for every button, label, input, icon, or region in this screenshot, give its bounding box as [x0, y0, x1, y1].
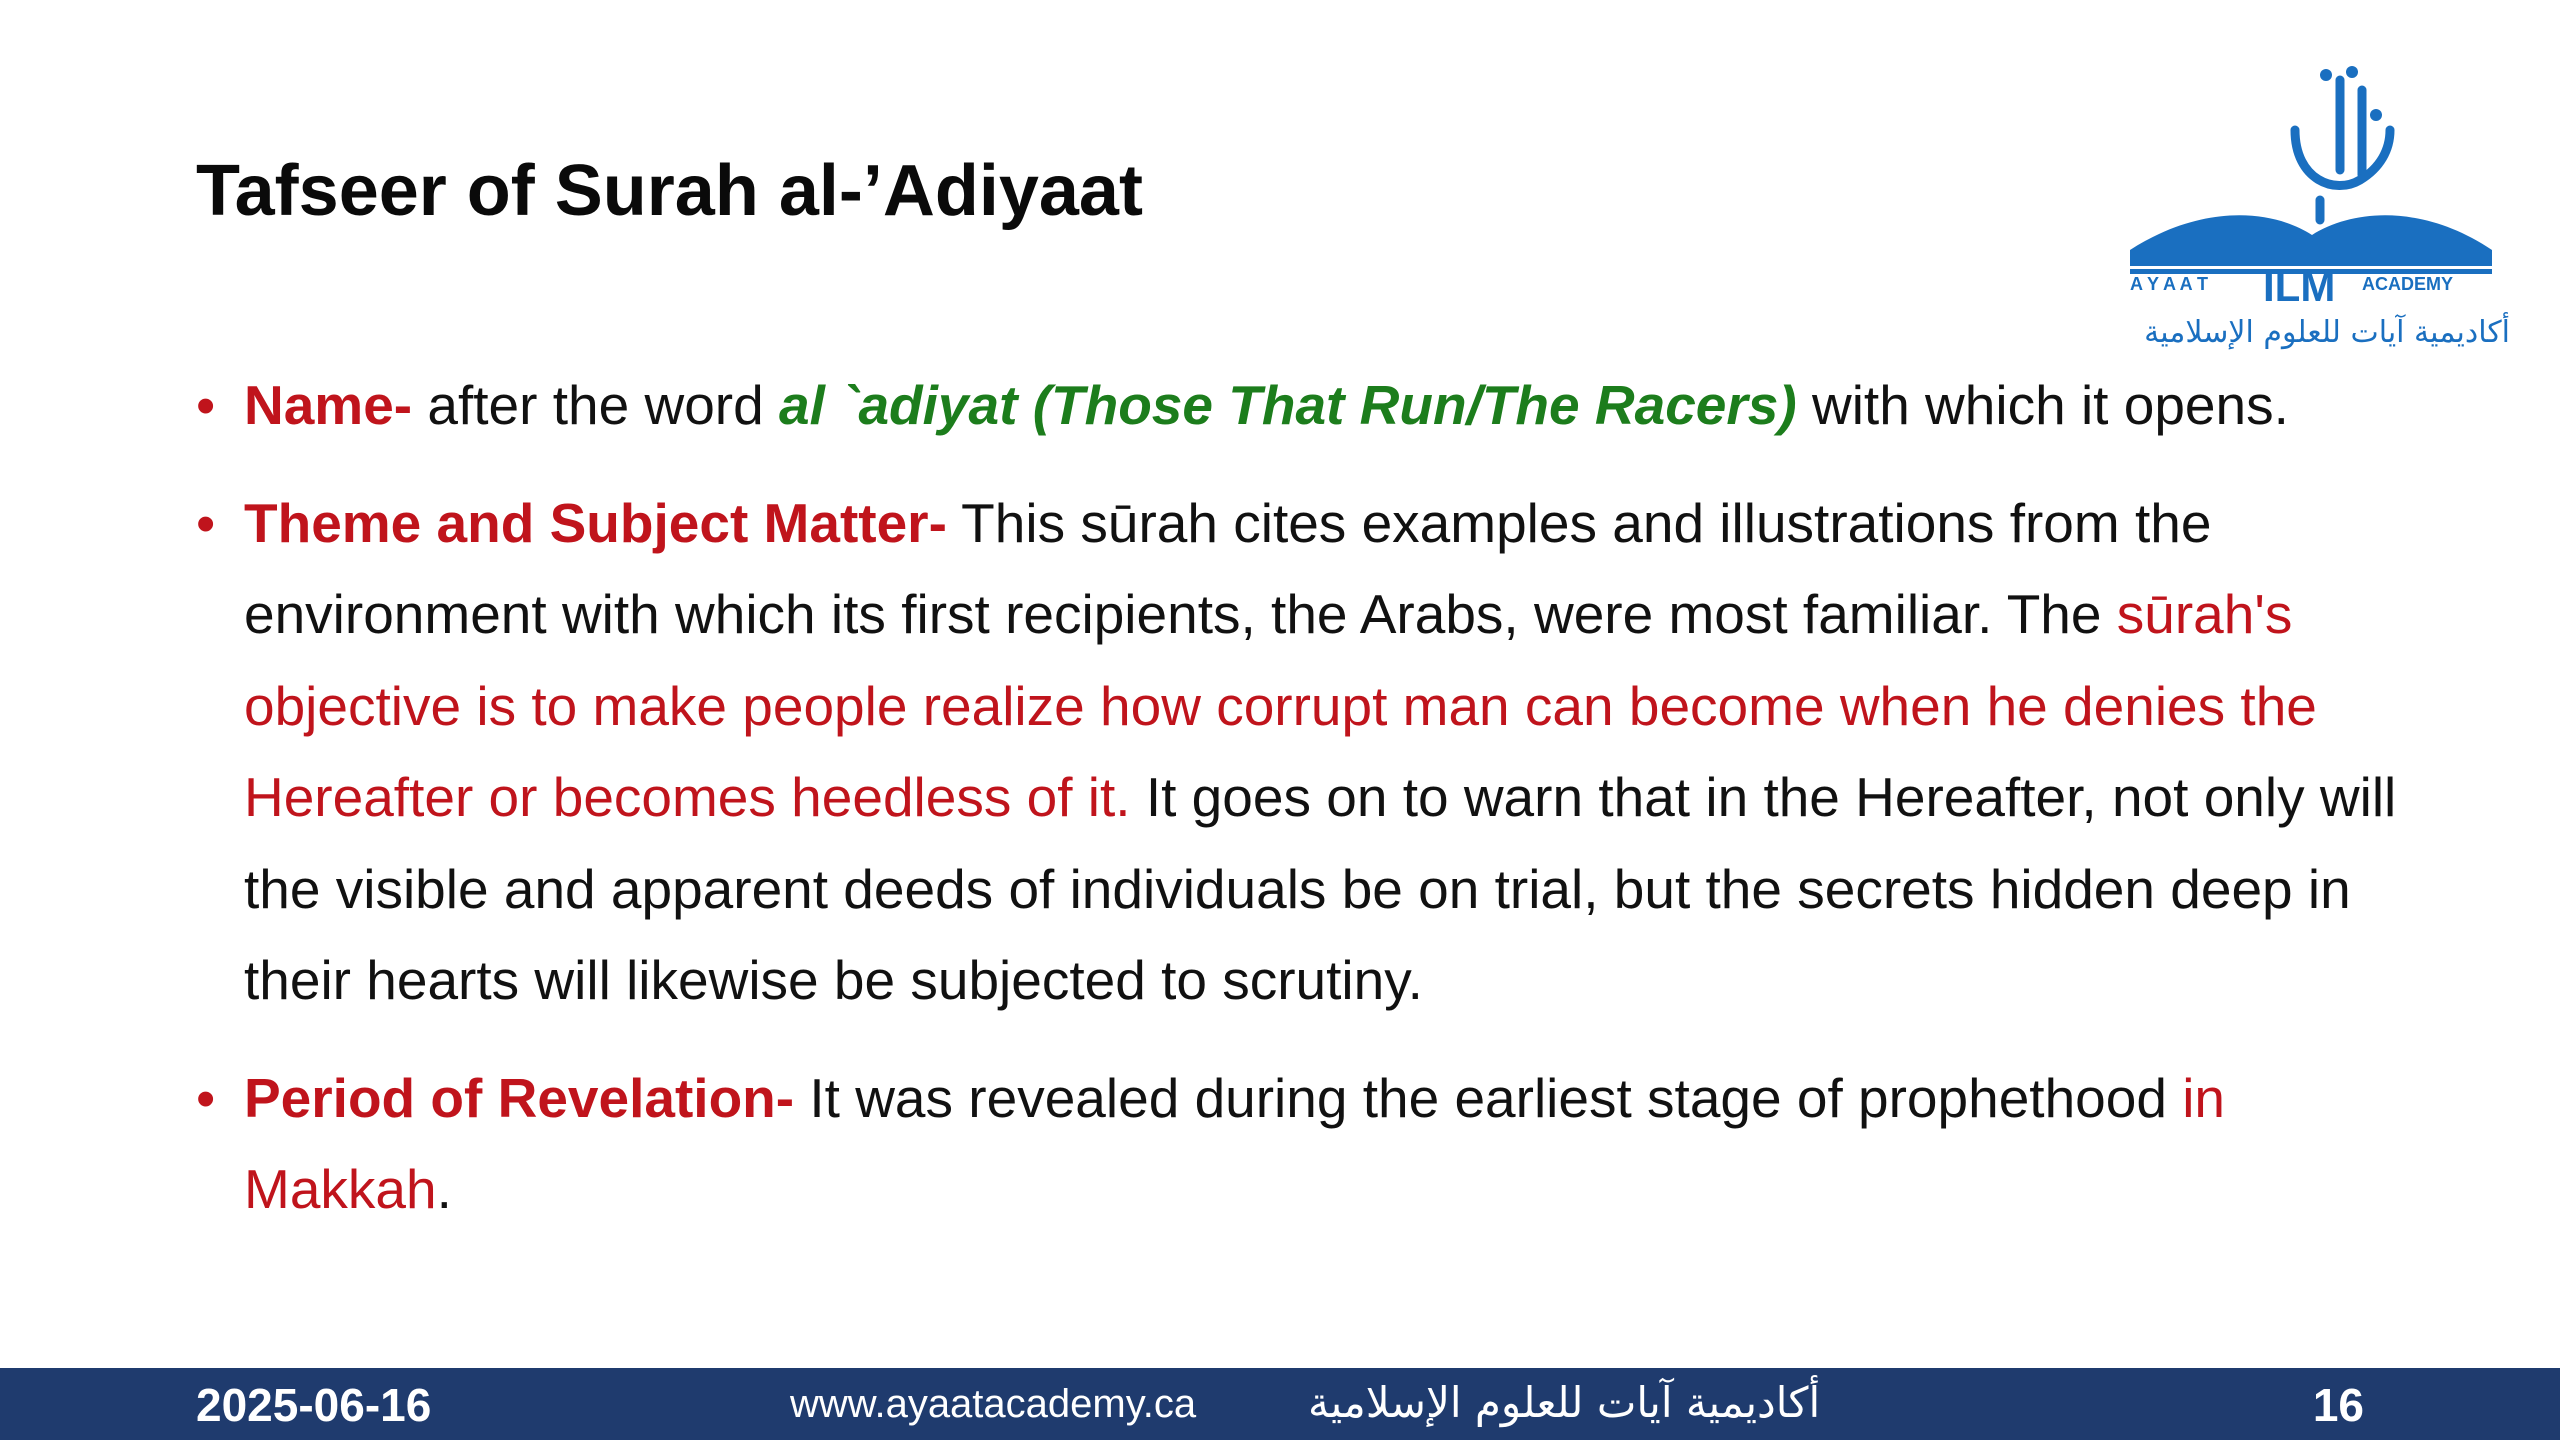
bullet-text: . [436, 1158, 452, 1220]
bullet-label: Theme and Subject Matter- [244, 491, 947, 554]
bullet-marker: • [196, 1066, 216, 1129]
bullet-name [196, 360, 2426, 452]
logo-academy-text: ACADEMY [2362, 274, 2454, 294]
bullet-highlight-red: sūrah's objective is to make people realize how corrupt man can become when he denies the Hereafter or becomes heedless of it. [244, 583, 2317, 828]
bullet-text: It was revealed during the earliest stage of prophethood [794, 1066, 2183, 1129]
slide-footer [0, 1368, 2560, 1440]
calligraphy-mark-icon [2295, 80, 2390, 220]
slide-title: Tafseer of Surah al-’Adiyaat [196, 151, 1143, 231]
open-book-icon [2130, 215, 2492, 266]
ayaat-ilm-academy-logo [2090, 60, 2530, 360]
bullet-highlight-red: in Makkah [244, 1066, 2226, 1220]
page-number: 16 [2312, 1379, 2364, 1431]
bullet-label: Name- [244, 374, 413, 436]
footer-url: www.ayaatacademy.ca [790, 1382, 1197, 1426]
bullet-text: after the word [412, 374, 779, 436]
bullet-text: with which it opens. [1796, 374, 2289, 436]
bullet-marker: • [196, 374, 216, 436]
bullet-text: This sūrah cites examples and illustrations from the environment with which its first recipients, the Arabs, were most familiar. The [244, 491, 2212, 645]
logo-ilm-text: ILM [2263, 263, 2336, 310]
logo-ayaat-text: A Y A A T [2130, 274, 2209, 294]
bullet-label: Period of Revelation- [244, 1066, 795, 1129]
bullet-highlight-green: al `adiyat (Those That Run/The Racers) [778, 374, 1797, 436]
bullet-theme [196, 478, 2426, 1027]
logo-arabic-text: أكاديمية آيات للعلوم الإسلامية [2144, 315, 2510, 350]
bullet-text: It goes on to warn that in the Hereafter, not only will the visible and apparent deeds of individuals be on trial, but the secrets hidden deep in their hearts will likewise be subjected to scrutiny. [244, 766, 2397, 1011]
bullet-list [196, 360, 2426, 1262]
bullet-period [196, 1053, 2426, 1236]
bullet-marker: • [196, 491, 216, 554]
footer-arabic-text: أكاديمية آيات للعلوم الإسلامية [1308, 1378, 1821, 1427]
footer-date: 2025-06-16 [196, 1379, 432, 1431]
